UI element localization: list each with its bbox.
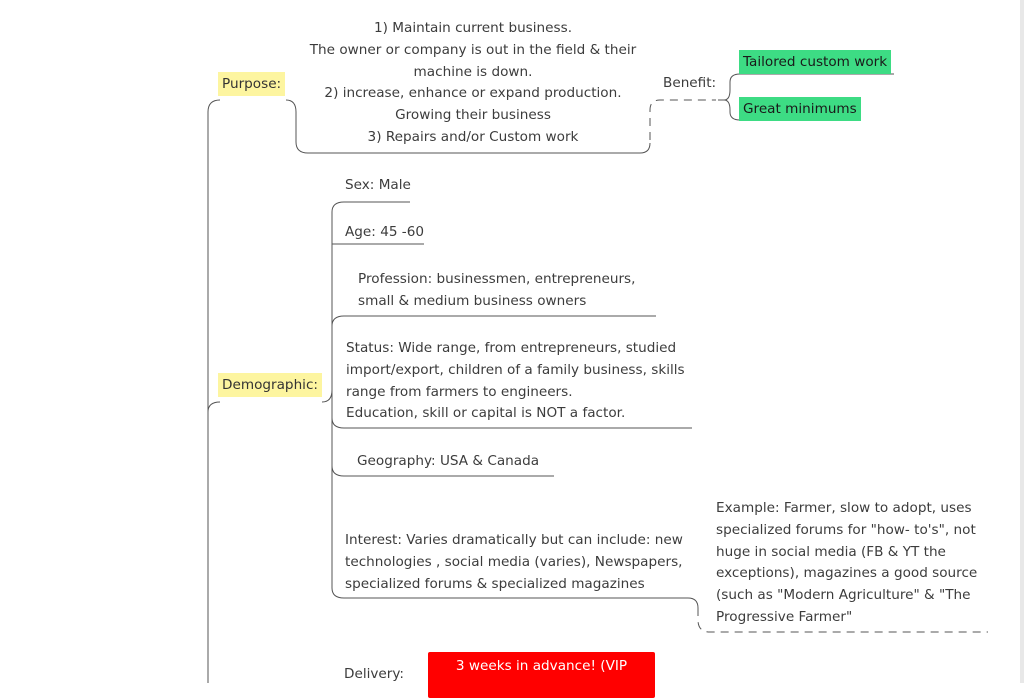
purpose-line: The owner or company is out in the field & their (309, 41, 637, 58)
status-item (346, 338, 685, 425)
example-line: specialized forums for "how- to's", not (716, 521, 976, 538)
status-line: Status: Wide range, from entrepreneurs, studied (346, 340, 677, 356)
delivery-label: Delivery: (344, 666, 405, 682)
benefit-item: Great minimums (739, 97, 861, 121)
example-line: Example: Farmer, slow to adopt, uses (716, 500, 972, 516)
interest-line: technologies , social media (varies), Newspapers, (345, 553, 683, 570)
status-line: import/export, children of a family business, skills (346, 361, 685, 378)
interest-line: specialized forums & specialized magazines (345, 575, 645, 592)
status-line: range from farmers to engineers. (346, 383, 573, 400)
example-line: huge in social media (FB & YT the (716, 543, 946, 560)
benefit-label: Benefit: (663, 75, 717, 91)
interest-item (345, 530, 683, 595)
geography-item: Geography: USA & Canada (357, 453, 540, 469)
interest-line: Interest: Varies dramatically but can include: new (345, 532, 683, 548)
demographic-label: Demographic: (218, 373, 322, 397)
purpose-line: Growing their business (395, 107, 551, 124)
delivery-value: 3 weeks in advance! (VIP (428, 652, 655, 698)
purpose-line: 2) increase, enhance or expand production. (324, 85, 622, 102)
purpose-text (300, 18, 646, 149)
example-note (716, 498, 977, 629)
profession-item (358, 269, 635, 313)
vertical-scrollbar[interactable] (1020, 0, 1024, 683)
purpose-line: 1) Maintain current business. (373, 20, 573, 36)
purpose-line: machine is down. (413, 63, 533, 80)
age-item: Age: 45 -60 (345, 224, 425, 240)
profession-line: Profession: businessmen, entrepreneurs, (358, 271, 636, 287)
purpose-line: 3) Repairs and/or Custom work (367, 128, 579, 145)
purpose-label: Purpose: (218, 72, 285, 96)
status-line: Education, skill or capital is NOT a factor. (346, 405, 626, 422)
benefit-item: Tailored custom work (739, 50, 891, 74)
example-line: (such as "Modern Agriculture" & "The (716, 587, 971, 604)
example-line: exceptions), magazines a good source (716, 565, 978, 582)
example-line: Progressive Farmer" (716, 608, 853, 625)
profession-line: small & medium business owners (358, 292, 587, 309)
sex-item: Sex: Male (345, 177, 411, 193)
